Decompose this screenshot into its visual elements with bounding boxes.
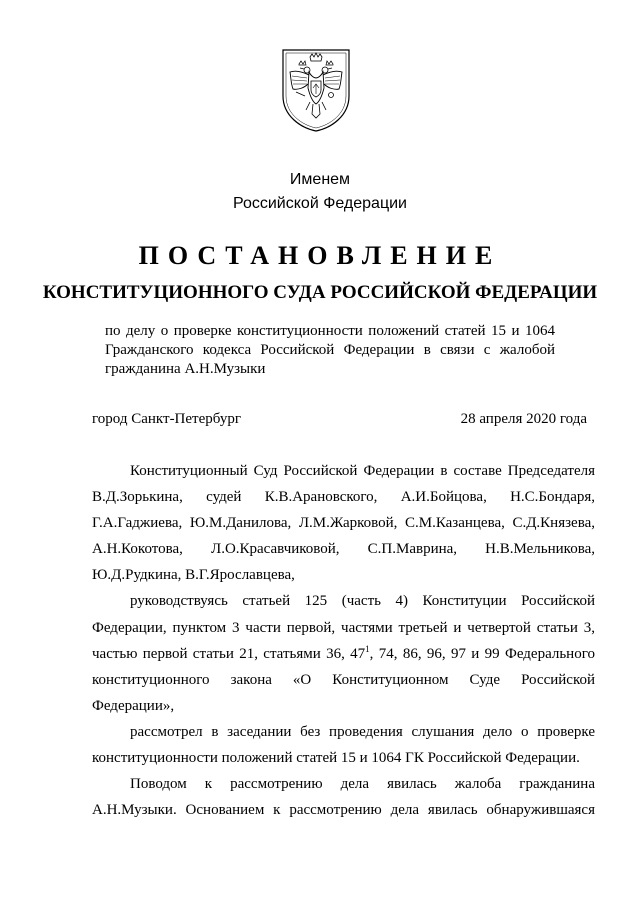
document-type-title: ПОСТАНОВЛЕНИЕ (138, 241, 502, 270)
body-line-segment: , 74, 86, 96, 97 и 99 Федерального (369, 645, 595, 662)
body-line: руководствуясь статьей 125 (часть 4) Конституции Российской (130, 593, 595, 610)
case-subject (105, 322, 555, 379)
heading-line-russian-federation: Российской Федерации (233, 195, 407, 212)
decision-date: 28 апреля 2020 года (460, 411, 587, 427)
body-line: В.Д.Зорькина, судей К.В.Арановского, А.И.Бойцова, Н.С.Бондаря, (92, 489, 595, 506)
body-line: рассмотрел в заседании без проведения слушания дело о проверке (130, 723, 595, 740)
body-line: Ю.Д.Рудкина, В.Г.Ярославцева, (92, 567, 295, 584)
body-line-segment: частью первой статьи 21, статьями 36, 47 (92, 645, 366, 662)
city-label: город Санкт-Петербург (92, 411, 241, 427)
case-subject-line: Гражданского кодекса Российской Федерации в связи с жалобой (105, 342, 555, 358)
body-line: Федерации», (92, 697, 175, 714)
body-line: Поводом к рассмотрению дела явилась жалоба гражданина (130, 776, 595, 793)
body-text (92, 460, 595, 825)
case-subject-line: гражданина А.Н.Музыки (105, 361, 266, 377)
body-line: Федерации, пунктом 3 части первой, частями третьей и четвертой статьи 3, (92, 619, 595, 636)
court-title: КОНСТИТУЦИОННОГО СУДА РОССИЙСКОЙ ФЕДЕРАЦИИ (42, 282, 598, 303)
body-line: А.Н.Кокотова, Л.О.Красавчиковой, С.П.Маврина, Н.В.Мельникова, (92, 541, 595, 558)
body-line: А.Н.Музыки. Основанием к рассмотрению дела явилась обнаружившаяся (92, 802, 595, 819)
body-line: Г.А.Гаджиева, Ю.М.Данилова, Л.М.Жарковой, С.М.Казанцева, С.Д.Князева, (92, 515, 595, 532)
body-line: конституционности положений статей 15 и 1064 ГК Российской Федерации. (92, 750, 580, 767)
body-line: Конституционный Суд Российской Федерации в составе Председателя (130, 463, 595, 479)
case-subject-line: по делу о проверке конституционности положений статей 15 и 1064 (105, 323, 555, 339)
body-line-with-superscript (92, 643, 595, 669)
heading-line-in-the-name: Именем (289, 171, 351, 188)
body-line: конституционного закона «О Конституционном Суде Российской (92, 671, 595, 688)
coat-of-arms-emblem (279, 48, 353, 132)
superscript-index: 1 (365, 643, 370, 654)
